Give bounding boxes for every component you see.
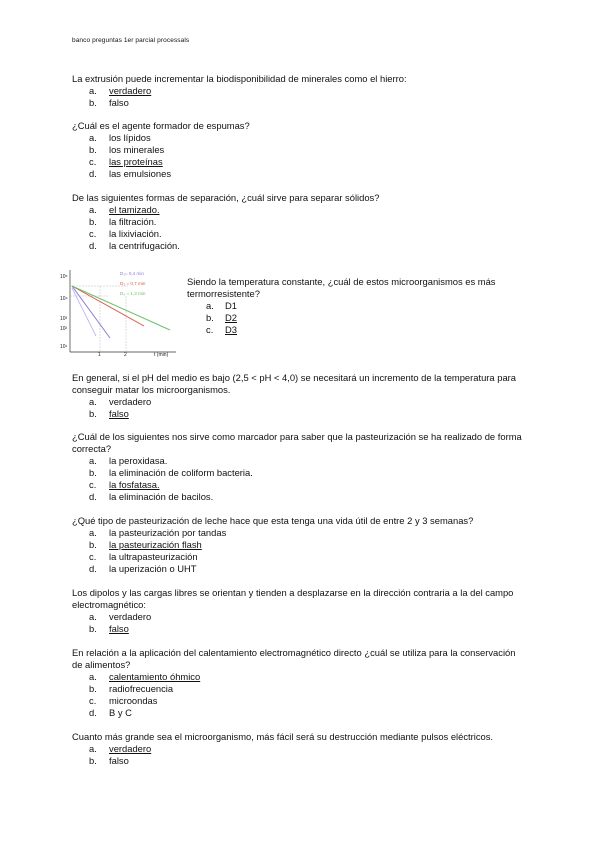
- option-letter: a.: [89, 527, 97, 538]
- option-list: [72, 132, 528, 180]
- option-c[interactable]: [72, 156, 528, 168]
- option-list: [72, 455, 528, 503]
- option-d[interactable]: [72, 707, 528, 719]
- option-text: D3: [225, 324, 237, 335]
- option-a[interactable]: [72, 85, 528, 97]
- question-stem: Los dipolos y las cargas libres se orientan y tienden a desplazarse en la dirección contraria a la del campo electromagnético:: [72, 587, 514, 610]
- option-text: la ultrapasteurización: [109, 551, 198, 562]
- option-text: D1: [225, 300, 237, 311]
- option-text: calentamiento óhmico: [109, 671, 201, 682]
- option-text: la filtración.: [109, 216, 157, 227]
- option-b[interactable]: [72, 539, 528, 551]
- option-text: la lixiviación.: [109, 228, 162, 239]
- option-text: falso: [109, 97, 129, 108]
- option-list: [72, 85, 528, 109]
- option-b[interactable]: [72, 755, 528, 767]
- option-list: [72, 671, 528, 719]
- option-text: verdadero: [109, 396, 152, 407]
- option-b[interactable]: [72, 216, 528, 228]
- question-stem: Cuanto más grande sea el microorganismo, más fácil será su destrucción mediante pulsos eléctricos.: [72, 731, 494, 742]
- option-list: [72, 743, 528, 767]
- option-letter: c.: [206, 324, 214, 335]
- option-a[interactable]: [72, 743, 528, 755]
- option-a[interactable]: [72, 455, 528, 467]
- option-d[interactable]: [72, 240, 528, 252]
- question-stem: ¿Cuál es el agente formador de espumas?: [72, 120, 250, 131]
- y-tick-label: 10⁵: [60, 274, 68, 280]
- option-b[interactable]: [72, 623, 528, 635]
- question-7: [72, 515, 528, 575]
- question-6: [72, 431, 528, 503]
- question-4: [58, 266, 528, 366]
- option-text: la centrifugación.: [109, 240, 180, 251]
- y-tick-label: 10³: [60, 316, 68, 322]
- option-b[interactable]: [72, 144, 528, 156]
- option-text: las proteínas: [109, 156, 163, 167]
- option-a[interactable]: [72, 671, 528, 683]
- option-a[interactable]: [72, 527, 528, 539]
- question-1: [72, 73, 528, 109]
- option-letter: a.: [89, 455, 97, 466]
- option-text: la uperización o UHT: [109, 563, 197, 574]
- option-text: el tamizado.: [109, 204, 160, 215]
- option-letter: b.: [89, 97, 97, 108]
- option-letter: a.: [89, 743, 97, 754]
- option-letter: b.: [89, 467, 97, 478]
- option-text: falso: [109, 623, 129, 634]
- option-text: B y C: [109, 707, 132, 718]
- x-tick-label: 2: [124, 352, 127, 358]
- question-8: [72, 587, 528, 635]
- option-c[interactable]: [72, 695, 528, 707]
- question-stem: En relación a la aplicación del calentamiento electromagnético directo ¿cuál se utiliza para la conservación de alimentos?: [72, 647, 516, 670]
- legend-d2: D₂ = 0,7 min: [120, 281, 146, 286]
- option-letter: d.: [89, 707, 97, 718]
- option-letter: a.: [89, 396, 97, 407]
- option-text: los minerales: [109, 144, 165, 155]
- option-c[interactable]: [187, 324, 517, 336]
- option-text: la pasteurización por tandas: [109, 527, 227, 538]
- question-3: [72, 192, 528, 252]
- option-text: la eliminación de bacilos.: [109, 491, 214, 502]
- option-letter: b.: [89, 216, 97, 227]
- option-letter: c.: [89, 228, 97, 239]
- option-text: los lípidos: [109, 132, 151, 143]
- option-c[interactable]: [72, 479, 528, 491]
- y-tick-label: 10²: [60, 326, 68, 332]
- option-a[interactable]: [187, 300, 517, 312]
- option-list: [187, 300, 517, 336]
- option-a[interactable]: [72, 396, 528, 408]
- option-letter: c.: [89, 551, 97, 562]
- option-letter: c.: [89, 695, 97, 706]
- option-text: falso: [109, 408, 129, 419]
- option-b[interactable]: [72, 408, 528, 420]
- option-text: las emulsiones: [109, 168, 172, 179]
- x-tick-label: 1: [98, 352, 101, 358]
- d1-curve: [72, 286, 110, 338]
- question-10: [72, 731, 528, 767]
- option-letter: d.: [89, 168, 97, 179]
- option-letter: b.: [89, 755, 97, 766]
- x-axis-label: t (min): [154, 352, 169, 358]
- option-list: [72, 611, 528, 635]
- option-text: radiofrecuencia: [109, 683, 174, 694]
- option-text: la eliminación de coliform bacteria.: [109, 467, 253, 478]
- option-text: verdadero: [109, 743, 152, 754]
- y-tick-label: 10¹: [60, 344, 68, 350]
- option-b[interactable]: [72, 467, 528, 479]
- legend-d3: D₃ = 1,3 min: [120, 291, 146, 296]
- option-letter: a.: [89, 611, 97, 622]
- option-letter: b.: [89, 408, 97, 419]
- survival-curve-figure: [58, 266, 186, 362]
- option-letter: b.: [89, 539, 97, 550]
- option-b[interactable]: [72, 97, 528, 109]
- question-stem: ¿Qué tipo de pasteurización de leche hace que esta tenga una vida útil de entre 2 y 3 semanas?: [72, 515, 474, 526]
- option-a[interactable]: [72, 132, 528, 144]
- option-letter: b.: [89, 144, 97, 155]
- option-b[interactable]: [72, 683, 528, 695]
- option-letter: b.: [89, 683, 97, 694]
- option-text: falso: [109, 755, 129, 766]
- question-stem: Siendo la temperatura constante, ¿cuál de estos microorganismos es más termorresistente?: [187, 276, 496, 299]
- legend-d1: D₁= 0,4 min: [120, 271, 144, 276]
- document-header: banco preguntas 1er parcial processals: [72, 37, 190, 44]
- option-letter: d.: [89, 491, 97, 502]
- question-2: [72, 120, 528, 180]
- option-list: [72, 204, 528, 252]
- option-list: [72, 527, 528, 575]
- question-stem: De las siguientes formas de separación, ¿cuál sirve para separar sólidos?: [72, 192, 380, 203]
- option-a[interactable]: [72, 204, 528, 216]
- question-stem: En general, si el pH del medio es bajo (2,5 < pH < 4,0) se necesitará un incremento de la temperatura para conseguir matar los microorganismos.: [72, 372, 517, 395]
- option-letter: d.: [89, 563, 97, 574]
- question-stem: ¿Cuál de los siguientes nos sirve como marcador para saber que la pasteurización se ha realizado de forma correcta?: [72, 431, 522, 454]
- option-text: la pasteurización flash: [109, 539, 202, 550]
- option-c[interactable]: [72, 551, 528, 563]
- option-d[interactable]: [72, 168, 528, 180]
- option-letter: b.: [89, 623, 97, 634]
- option-letter: a.: [89, 132, 97, 143]
- option-d[interactable]: [72, 563, 528, 575]
- option-a[interactable]: [72, 611, 528, 623]
- option-text: verdadero: [109, 85, 152, 96]
- option-letter: b.: [206, 312, 214, 323]
- option-text: verdadero: [109, 611, 152, 622]
- option-b[interactable]: [187, 312, 517, 324]
- option-letter: a.: [89, 204, 97, 215]
- option-letter: d.: [89, 240, 97, 251]
- option-letter: a.: [89, 671, 97, 682]
- option-letter: a.: [89, 85, 97, 96]
- option-text: D2: [225, 312, 237, 323]
- option-letter: a.: [206, 300, 214, 311]
- option-list: [72, 396, 528, 420]
- option-text: microondas: [109, 695, 158, 706]
- option-text: la peroxidasa.: [109, 455, 168, 466]
- option-text: la fosfatasa.: [109, 479, 160, 490]
- question-9: [72, 647, 528, 719]
- option-letter: c.: [89, 479, 97, 490]
- question-stem: La extrusión puede incrementar la biodisponibilidad de minerales como el hierro:: [72, 73, 407, 84]
- option-d[interactable]: [72, 491, 528, 503]
- question-5: [72, 372, 528, 420]
- question-4-text: [187, 276, 517, 336]
- y-tick-label: 10⁴: [60, 296, 68, 302]
- option-letter: c.: [89, 156, 97, 167]
- option-c[interactable]: [72, 228, 528, 240]
